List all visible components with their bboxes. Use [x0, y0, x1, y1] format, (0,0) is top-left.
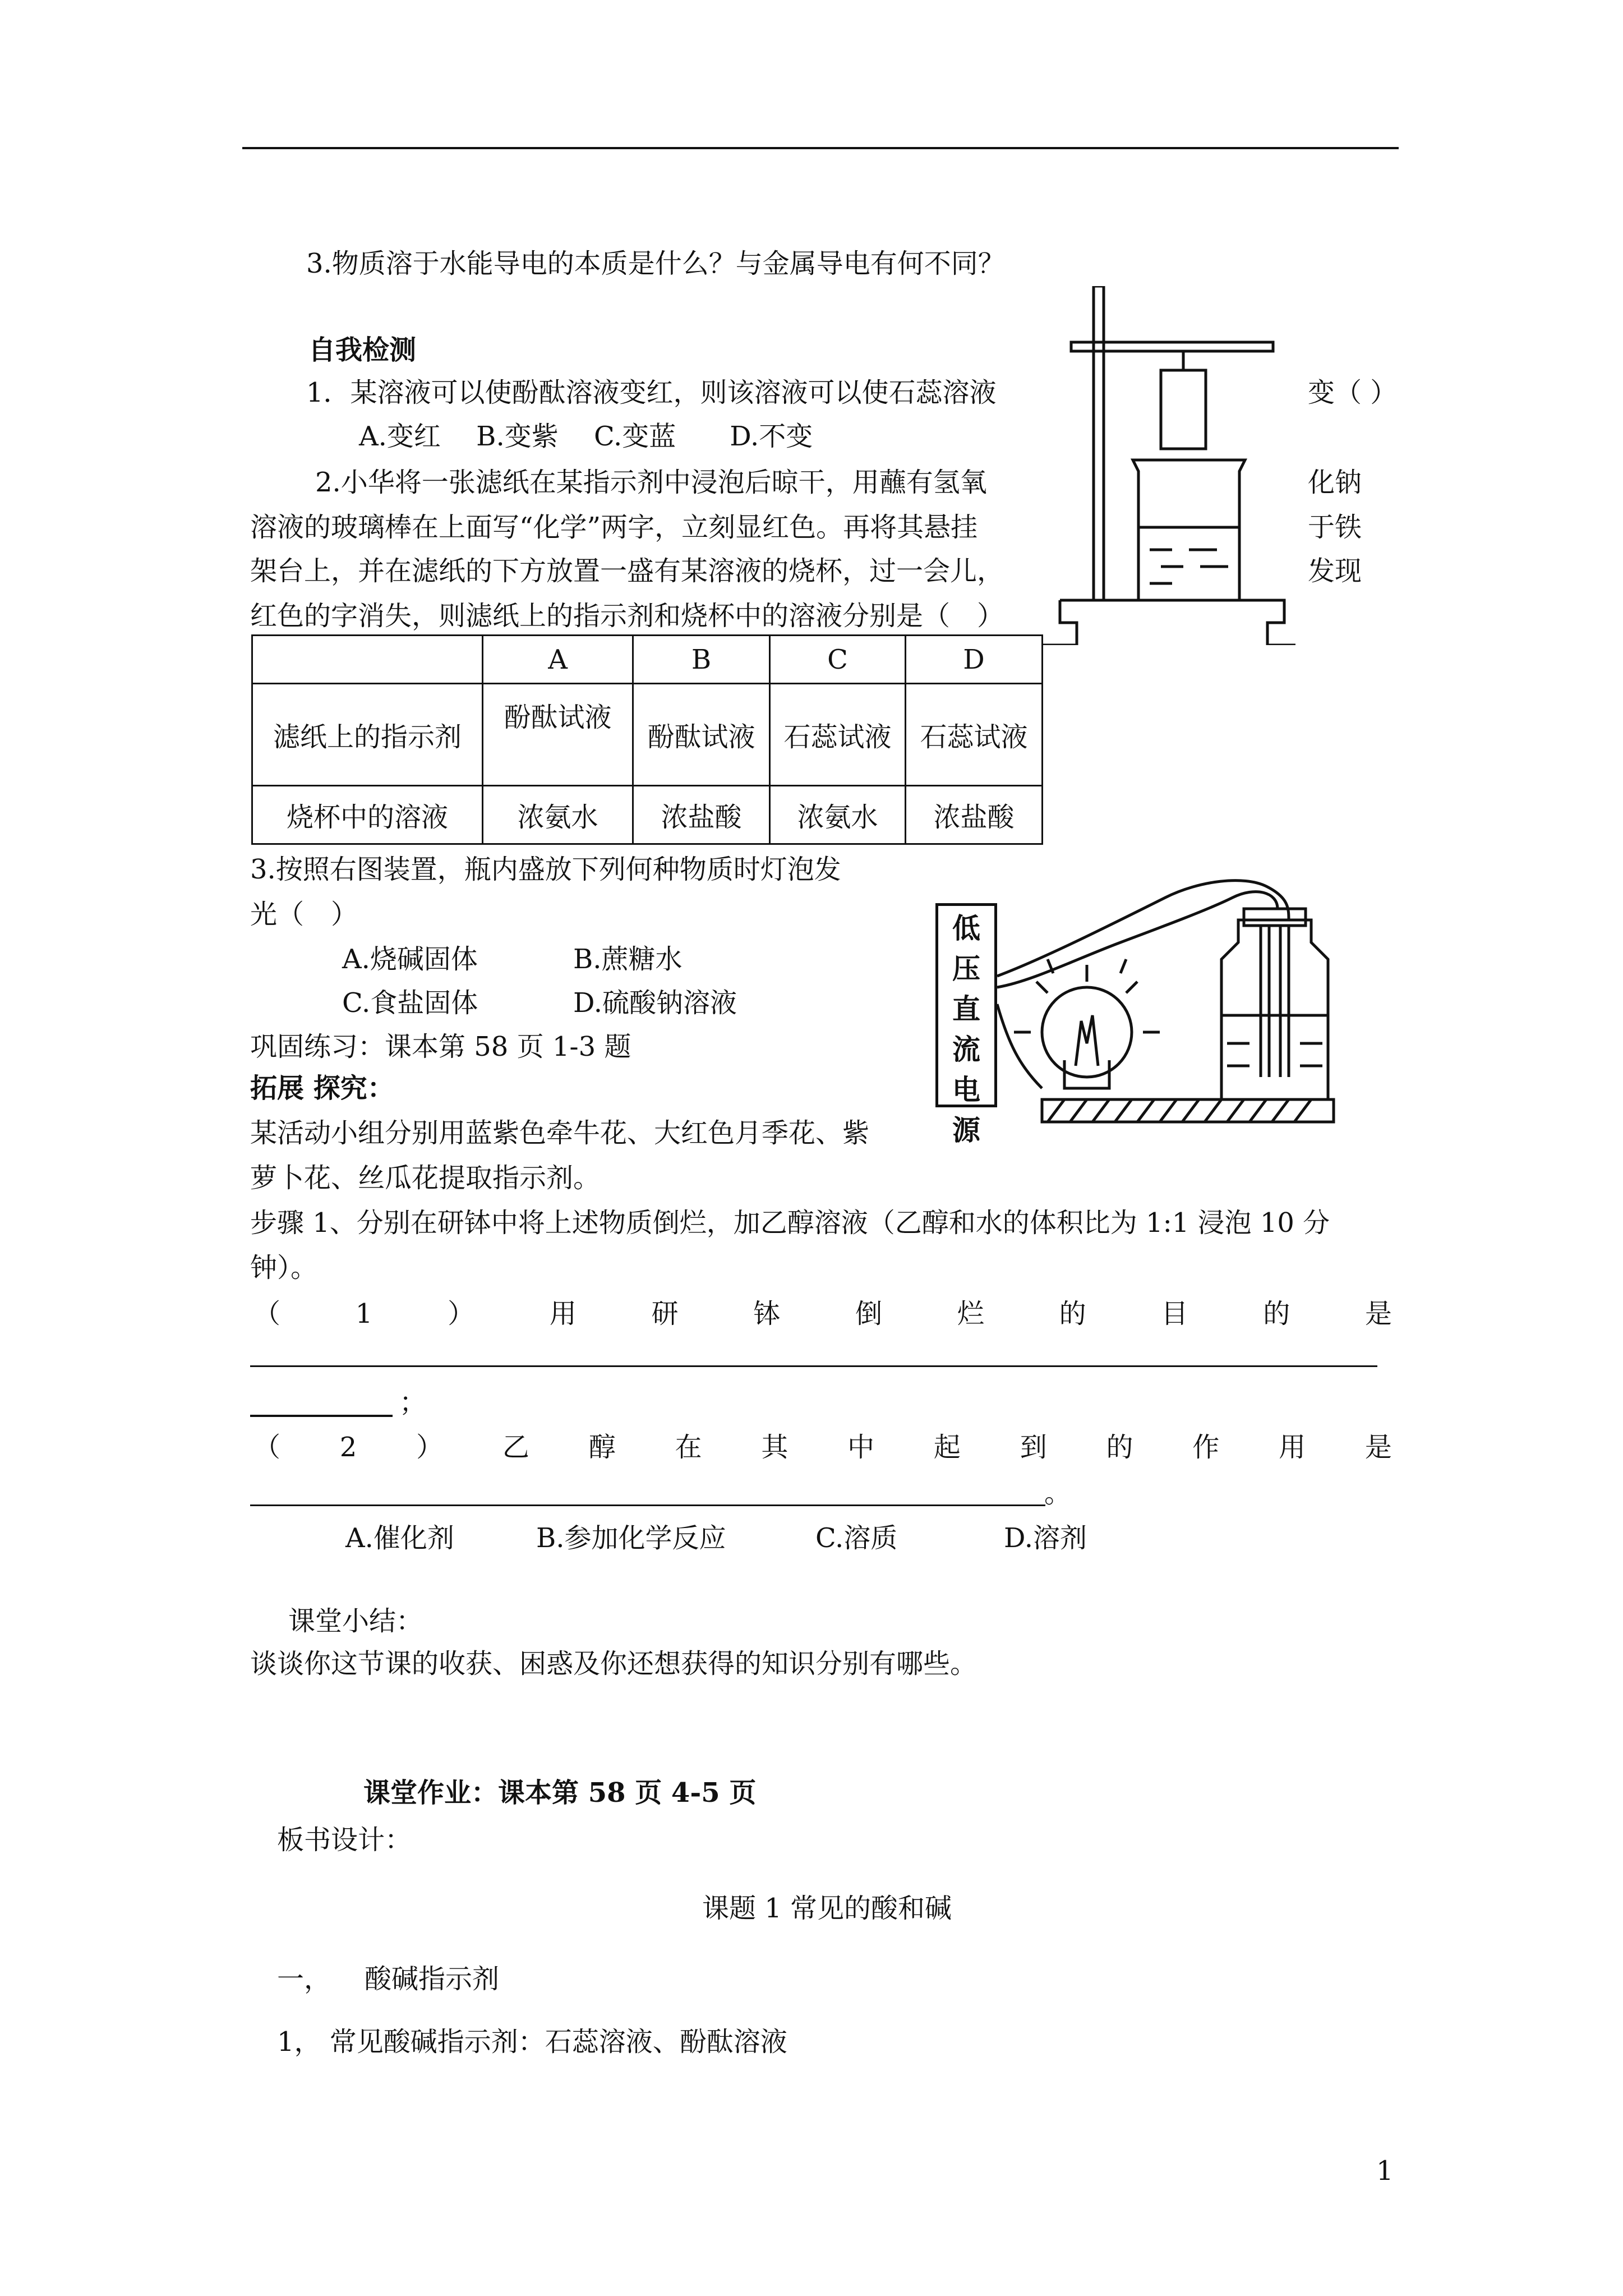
- table-row: [252, 684, 1043, 786]
- page-number: 1: [1376, 2155, 1394, 2187]
- spread-char: 用: [549, 1298, 577, 1329]
- power-label-char: 源: [952, 1114, 980, 1147]
- self-test-heading: 自我检测: [308, 334, 417, 366]
- practice-line: 巩固练习：课本第 58 页 1-3 题: [250, 1031, 631, 1062]
- spread-char: 烂: [957, 1298, 984, 1329]
- spread-char: 在: [675, 1432, 702, 1463]
- spread-char: 钵: [753, 1298, 781, 1329]
- spread-char: 作: [1192, 1432, 1220, 1463]
- table-cell: 烧杯中的溶液: [252, 786, 483, 844]
- extend-heading: 拓展 探究：: [250, 1073, 394, 1104]
- subquestion-2: [253, 1430, 1392, 1464]
- table-row: [252, 786, 1043, 844]
- answer-blank-line: [250, 1365, 1377, 1367]
- sub2-end-mark: 。: [1044, 1478, 1072, 1509]
- table-cell: 浓盐酸: [633, 786, 769, 844]
- spread-char: 2: [339, 1432, 357, 1463]
- power-label-char: 电: [952, 1073, 980, 1106]
- spread-char: 研: [651, 1298, 679, 1329]
- spread-char: 用: [1279, 1432, 1306, 1463]
- sub2-option-c: C.溶质: [815, 1522, 898, 1554]
- spread-char: （: [253, 1298, 281, 1329]
- q3-line2: 光（ ）: [250, 899, 358, 930]
- board-heading: 板书设计：: [277, 1824, 412, 1856]
- table-header-a: A: [483, 636, 633, 684]
- q3-option-a: A.烧碱固体: [342, 944, 478, 975]
- summary-heading: 课堂小结：: [288, 1605, 423, 1637]
- table-cell: 石蕊试液: [905, 684, 1042, 786]
- table-header-empty: [252, 636, 483, 684]
- q2-line2: 溶液的玻璃棒在上面写“化学”两字，立刻显红色。再将其悬挂: [250, 512, 978, 543]
- spread-char: 醇: [588, 1432, 616, 1463]
- q1-options: A.变红 B.变紫 C.变蓝 D.不变: [359, 421, 813, 452]
- spread-char: 倒: [855, 1298, 883, 1329]
- q1-stem-end: 变（ ）: [1308, 377, 1398, 408]
- table-header-c: C: [769, 636, 905, 684]
- spread-char: 是: [1364, 1298, 1392, 1329]
- power-label-char: 压: [952, 952, 980, 985]
- extend-line1: 某活动小组分别用蓝紫色牵牛花、大红色月季花、紫: [250, 1117, 870, 1149]
- table-cell: 浓氨水: [483, 786, 633, 844]
- table-cell: 浓盐酸: [905, 786, 1042, 844]
- q2-line2-end: 于铁: [1308, 512, 1362, 543]
- sub1-end-mark: ；: [399, 1387, 427, 1418]
- answer-blank-line: [250, 1415, 393, 1417]
- power-label-char: 低: [952, 912, 980, 945]
- extend-line2: 萝卜花、丝瓜花提取指示剂。: [250, 1162, 601, 1194]
- power-label-char: 流: [952, 1033, 980, 1066]
- circuit-figure: [997, 875, 1356, 1144]
- q1-stem: 1．某溶液可以使酚酞溶液变红，则该溶液可以使石蕊溶液: [306, 377, 997, 408]
- sub2-option-a: A.催化剂: [345, 1522, 454, 1554]
- homework-line: 课堂作业：课本第 58 页 4-5 页: [363, 1777, 757, 1809]
- spread-char: 到: [1020, 1432, 1047, 1463]
- table-header-b: B: [633, 636, 769, 684]
- table-header-d: D: [905, 636, 1042, 684]
- spread-char: 1: [355, 1298, 373, 1329]
- answer-blank-line: [250, 1504, 1045, 1506]
- indicator-table: [251, 634, 1043, 845]
- header-rule: [242, 147, 1399, 149]
- spread-char: 其: [761, 1432, 789, 1463]
- q2-line1: 2.小华将一张滤纸在某指示剂中浸泡后晾干，用蘸有氢氧: [315, 467, 987, 498]
- table-cell: 酚酞试液: [483, 684, 633, 786]
- section1-title: 酸碱指示剂: [365, 1963, 500, 1995]
- question-3-intro: 3.物质溶于水能导电的本质是什么？与金属导电有何不同？: [306, 248, 1005, 279]
- q3-option-b: B.蔗糖水: [573, 944, 683, 975]
- q3-option-c: C.食盐固体: [342, 987, 478, 1019]
- q2-line3: 架台上，并在滤纸的下方放置一盛有某溶液的烧杯，过一会儿，: [250, 555, 1004, 587]
- spread-char: 起: [933, 1432, 961, 1463]
- table-cell: 酚酞试液: [633, 684, 769, 786]
- table-cell: 石蕊试液: [769, 684, 905, 786]
- board-title: 课题 1 常见的酸和碱: [702, 1893, 952, 1924]
- subquestion-1: [253, 1297, 1392, 1331]
- q3-line1: 3.按照右图装置，瓶内盛放下列何种物质时灯泡发: [250, 854, 841, 885]
- summary-text: 谈谈你这节课的收获、困惑及你还想获得的知识分别有哪些。: [250, 1648, 978, 1680]
- spread-char: 的: [1059, 1298, 1086, 1329]
- q2-line1-end: 化钠: [1308, 467, 1362, 498]
- spread-char: 目: [1161, 1298, 1188, 1329]
- spread-char: 乙: [502, 1432, 529, 1463]
- spread-char: ）: [416, 1432, 444, 1463]
- iron-stand-figure: [1038, 286, 1295, 645]
- table-cell: 浓氨水: [769, 786, 905, 844]
- power-label-char: 直: [952, 992, 980, 1025]
- spread-char: 的: [1263, 1298, 1290, 1329]
- spread-char: 是: [1364, 1432, 1392, 1463]
- spread-char: ）: [448, 1298, 475, 1329]
- q3-option-d: D.硫酸钠溶液: [573, 987, 737, 1019]
- spread-char: 中: [847, 1432, 875, 1463]
- spread-char: 的: [1106, 1432, 1133, 1463]
- sub2-option-b: B.参加化学反应: [536, 1522, 726, 1554]
- q2-line4: 红色的字消失，则滤纸上的指示剂和烧杯中的溶液分别是（ ）: [250, 600, 1004, 632]
- q2-line3-end: 发现: [1308, 555, 1362, 587]
- spread-char: （: [253, 1432, 281, 1463]
- power-source-box: [935, 903, 997, 1147]
- step1-line2: 钟）。: [250, 1252, 318, 1283]
- section1-number: 一，: [277, 1963, 331, 1995]
- item1-line: 1， 常见酸碱指示剂：石蕊溶液、酚酞溶液: [277, 2026, 787, 2058]
- sub2-option-d: D.溶剂: [1004, 1522, 1087, 1554]
- step1-line1: 步骤 1、分别在研钵中将上述物质倒烂，加乙醇溶液（乙醇和水的体积比为 1:1 浸泡 10 分: [250, 1207, 1330, 1239]
- table-cell: 滤纸上的指示剂: [252, 684, 483, 786]
